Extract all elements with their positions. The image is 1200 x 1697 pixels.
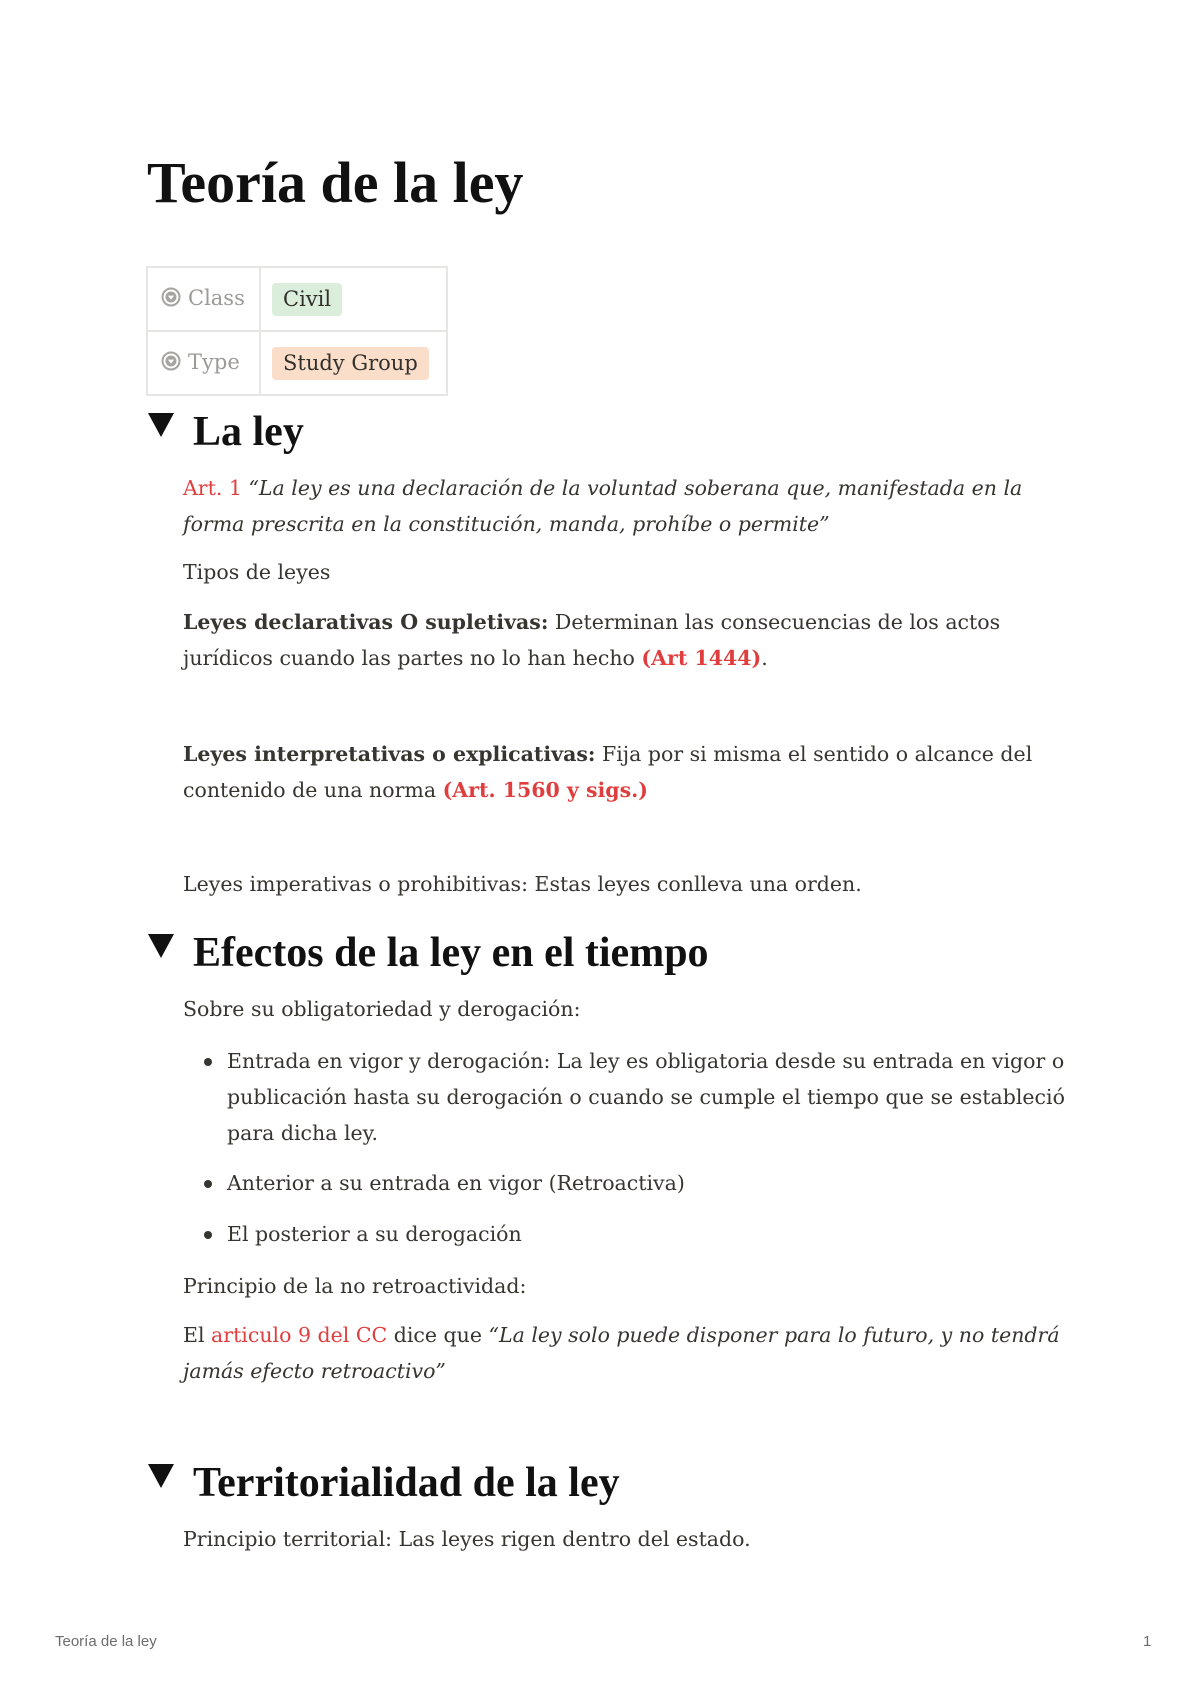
type-tag: Study Group [272, 347, 429, 380]
toggle-triangle-icon[interactable] [147, 1463, 175, 1493]
bullet-icon [204, 1231, 212, 1239]
term-label: Leyes interpretativas o explicativas: [183, 742, 596, 766]
definition-text: Determinan las consecuencias de los actos jurídicos cuando las partes no lo han hecho [183, 610, 1001, 670]
page-title: Teoría de la ley [147, 150, 524, 215]
toggle-section-territorialidad [147, 1455, 1067, 1551]
article-reference[interactable]: Art. 1 [183, 476, 242, 500]
text-span: El [183, 1323, 212, 1347]
property-row-type [147, 331, 447, 395]
definition-text: Fija por si misma el sentido o alcance del contenido de una norma [183, 742, 1033, 802]
paragraph: Principio de la no retroactividad: [183, 1274, 527, 1298]
toggle-section-la-ley [147, 404, 1067, 896]
property-row-class [147, 267, 447, 331]
bullet-icon [204, 1180, 212, 1188]
select-property-icon [161, 351, 181, 376]
class-tag: Civil [272, 283, 342, 316]
page-number: 1 [1143, 1633, 1152, 1650]
toggle-section-efectos [147, 925, 1067, 1383]
toggle-triangle-icon[interactable] [147, 933, 175, 963]
property-label: Class [188, 286, 245, 310]
property-value-class[interactable] [260, 267, 447, 331]
list-item-text: Anterior a su entrada en vigor (Retroactiva) [227, 1171, 685, 1195]
article-reference[interactable]: (Art. 1560 y sigs.) [442, 778, 649, 802]
property-value-type[interactable] [260, 331, 447, 395]
paragraph: Tipos de leyes [183, 560, 331, 584]
toggle-heading[interactable] [147, 404, 1067, 462]
period: . [761, 646, 768, 670]
declarativas-paragraph [183, 604, 1073, 676]
property-name-class [147, 267, 260, 331]
term-label: Leyes declarativas O supletivas: [183, 610, 549, 634]
paragraph: Leyes imperativas o prohibitivas: Estas leyes conlleva una orden. [183, 872, 862, 896]
section-heading: Territorialidad de la ley [193, 1460, 620, 1506]
toggle-heading[interactable] [147, 1455, 1067, 1513]
section-heading: Efectos de la ley en el tiempo [193, 930, 709, 976]
select-property-icon [161, 287, 181, 312]
quote-text: “La ley es una declaración de la voluntad soberana que, manifestada en la forma prescrita en la constitución, manda, prohíbe o permite” [183, 476, 1023, 536]
paragraph: Principio territorial: Las leyes rigen dentro del estado. [183, 1527, 751, 1551]
section-heading: La ley [193, 409, 304, 455]
art1-paragraph [183, 470, 1073, 542]
toggle-triangle-icon[interactable] [147, 412, 175, 442]
footer-title: Teoría de la ley [55, 1633, 157, 1650]
property-name-type [147, 331, 260, 395]
property-label: Type [188, 350, 240, 374]
toggle-heading[interactable] [147, 925, 1067, 983]
article-reference[interactable]: (Art 1444) [641, 646, 762, 670]
interpretativas-paragraph [183, 736, 1073, 808]
quote-text: “La ley solo puede disponer para lo futuro, y no tendrá jamás efecto retroactivo” [183, 1323, 1060, 1383]
list-item-text: Entrada en vigor y derogación: La ley es obligatoria desde su entrada en vigor o publicación hasta su derogación o cuando se cumple el tiempo que se estableció para dicha ley. [227, 1049, 1065, 1145]
bullet-icon [204, 1058, 212, 1066]
paragraph: Sobre su obligatoriedad y derogación: [183, 997, 581, 1021]
art9-paragraph [183, 1317, 1073, 1389]
properties-table [146, 266, 448, 396]
article-reference[interactable]: articulo 9 del CC [211, 1323, 388, 1347]
text-span: dice que [387, 1323, 489, 1347]
list-item-text: El posterior a su derogación [227, 1222, 522, 1246]
